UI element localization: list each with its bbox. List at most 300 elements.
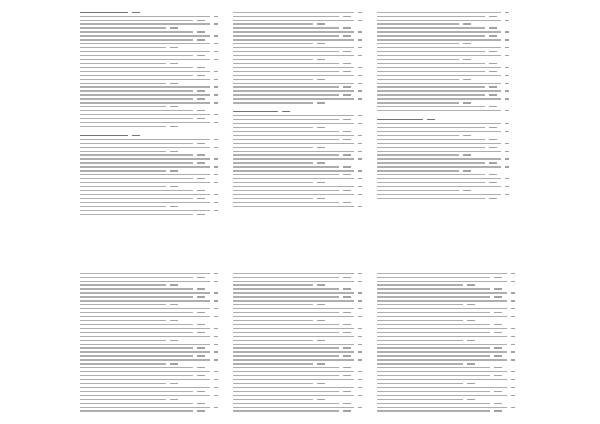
index-entry-line [80,213,218,216]
page-number-placeholder [358,379,362,380]
index-entry-line [377,351,515,354]
index-entry-line [377,339,515,342]
entry-text-placeholder [377,166,501,167]
page-number-placeholder [505,158,509,159]
index-entry-line [80,370,218,373]
entry-text-placeholder [233,375,339,376]
index-column-bottom-middle [233,272,362,413]
page-number-placeholder [317,23,325,24]
page-number-placeholder [358,123,362,124]
entry-text-placeholder [80,288,193,289]
page-number-placeholder [358,292,362,293]
index-entry-line [377,70,509,73]
page-number-placeholder [214,139,218,140]
index-entry-line [233,78,362,81]
index-entry-line [377,292,515,295]
index-entry-line [377,39,509,42]
entry-text-placeholder [377,47,501,48]
page-number-placeholder [358,336,362,337]
page-number-placeholder [197,391,205,392]
entry-text-placeholder [377,170,459,171]
page-number-placeholder [214,292,218,293]
index-entry-line [233,150,362,153]
index-entry-line [233,280,362,283]
entry-text-placeholder [80,154,193,155]
index-entry-line [377,189,509,192]
page-number-placeholder [197,98,205,99]
index-entry-line [80,162,218,165]
page-number-placeholder [494,367,502,368]
index-entry-line [377,66,509,69]
page-number-placeholder [505,90,509,91]
page-number-placeholder [467,284,475,285]
entry-text-placeholder [80,114,210,115]
entry-text-placeholder [80,320,166,321]
entry-text-placeholder [377,367,490,368]
page-number-placeholder [214,308,218,309]
index-entry-line [80,386,218,389]
entry-text-placeholder [80,214,193,215]
entry-text-placeholder [233,170,354,171]
entry-text-placeholder [233,407,354,408]
index-entry-line [80,158,218,161]
entry-text-placeholder [80,194,210,195]
page-number-placeholder [511,316,515,317]
index-entry-line [80,319,218,322]
page-number-placeholder [317,59,325,60]
page-number-placeholder [505,186,509,187]
entry-text-placeholder [80,90,193,91]
index-entry-line [377,54,509,57]
entry-text-placeholder [377,391,490,392]
index-entry-line [233,315,362,318]
page-number-placeholder [343,63,351,64]
entry-text-placeholder [377,316,507,317]
page-number-placeholder [170,186,178,187]
entry-text-placeholder [233,151,354,152]
page-number-placeholder [358,371,362,372]
page-number-placeholder [317,162,325,163]
index-entry-line [377,181,509,184]
page-number-placeholder [317,147,325,148]
page-number-placeholder [358,344,362,345]
index-entry-line [377,390,515,393]
page-number-placeholder [343,174,351,175]
page-number-placeholder [358,143,362,144]
index-entry-line [233,351,362,354]
page-number-placeholder [343,355,351,356]
page-number-placeholder [214,336,218,337]
entry-text-placeholder [233,51,339,52]
index-entry-line [233,292,362,295]
index-entry-line [80,121,218,124]
entry-text-placeholder [233,174,339,175]
entry-text-placeholder [233,131,339,132]
page-number-placeholder [132,135,140,136]
entry-text-placeholder [80,118,193,119]
page-number-placeholder [170,170,178,171]
entry-text-placeholder [80,277,193,278]
page-number-placeholder [170,363,178,364]
entry-text-placeholder [233,23,313,24]
index-entry-line [377,394,515,397]
page-number-placeholder [197,190,205,191]
index-entry-line [80,288,218,291]
index-entry-line [80,367,218,370]
entry-text-placeholder [233,206,354,207]
entry-text-placeholder [377,35,485,36]
page-number-placeholder [197,39,205,40]
index-entry-line [377,78,509,81]
page-number-placeholder [214,71,218,72]
entry-text-placeholder [233,379,354,380]
index-entry-line [80,378,218,381]
entry-text-placeholder [233,351,354,352]
page-number-placeholder [511,273,515,274]
page-number-placeholder [214,273,218,274]
entry-text-placeholder [233,383,313,384]
index-entry-line [377,142,509,145]
entry-text-placeholder [80,75,193,76]
entry-text-placeholder [377,332,490,333]
entry-text-placeholder [377,300,507,301]
entry-text-placeholder [377,75,501,76]
page-number-placeholder [214,94,218,95]
page-number-placeholder [343,154,351,155]
index-entry-line [377,154,509,157]
entry-text-placeholder [233,363,313,364]
page-number-placeholder [343,332,351,333]
entry-text-placeholder [377,277,490,278]
page-number-placeholder [214,23,218,24]
page-number-placeholder [317,102,325,103]
index-entry-line [377,406,515,409]
entry-text-placeholder [80,126,166,127]
index-column-top-right [377,11,509,226]
index-entry-line [80,355,218,358]
page-number-placeholder [511,281,515,282]
entry-text-placeholder [80,292,210,293]
entry-text-placeholder [80,63,166,64]
index-entry-line [233,288,362,291]
index-entry-line [377,62,509,65]
entry-text-placeholder [377,403,490,404]
index-column-bottom-right [377,272,515,413]
page-number-placeholder [489,27,497,28]
entry-text-placeholder [233,119,339,120]
index-entry-line [80,300,218,303]
index-entry-line [233,331,362,334]
entry-text-placeholder [80,328,210,329]
entry-text-placeholder [80,344,210,345]
page-number-placeholder [197,296,205,297]
index-entry-line [80,78,218,81]
entry-text-placeholder [80,170,166,171]
entry-text-placeholder [377,123,501,124]
entry-text-placeholder [233,55,354,56]
page-number-placeholder [132,12,140,13]
index-entry-line [80,138,218,141]
index-entry-line [80,62,218,65]
index-entry-line [80,284,218,287]
entry-text-placeholder [377,410,490,411]
entry-text-placeholder [233,115,354,116]
index-entry-line [233,23,362,26]
entry-text-placeholder [233,75,354,76]
index-entry-line [377,363,515,366]
section-heading-line [377,118,509,121]
page-number-placeholder [197,277,205,278]
entry-text-placeholder [80,151,166,152]
entry-text-placeholder [377,151,501,152]
entry-text-placeholder [233,399,313,400]
page-number-placeholder [489,51,497,52]
index-entry-line [377,98,509,101]
entry-text-placeholder [233,344,354,345]
index-entry-line [233,70,362,73]
entry-text-placeholder [377,79,459,80]
entry-text-placeholder [233,94,339,95]
page-number-placeholder [317,79,325,80]
entry-text-placeholder [80,332,193,333]
index-entry-line [80,209,218,212]
page-number-placeholder [197,162,205,163]
index-entry-line [233,189,362,192]
index-entry-line [80,90,218,93]
page-number-placeholder [358,316,362,317]
page-number-placeholder [197,110,205,111]
page-number-placeholder [358,90,362,91]
index-entry-line [80,201,218,204]
page-number-placeholder [343,35,351,36]
entry-text-placeholder [80,16,210,17]
index-entry-line [377,398,515,401]
index-entry-line [80,27,218,30]
entry-text-placeholder [377,154,459,155]
index-entry-line [377,319,515,322]
page-number-placeholder [463,170,471,171]
page-number-placeholder [317,363,325,364]
index-entry-line [80,23,218,26]
index-entry-line [80,363,218,366]
entry-text-placeholder [377,162,485,163]
entry-text-placeholder [233,16,339,17]
index-entry-line [233,142,362,145]
index-entry-line [80,74,218,77]
entry-text-placeholder [80,351,210,352]
index-entry-line [377,158,509,161]
entry-text-placeholder [377,296,490,297]
entry-text-placeholder [80,98,193,99]
index-entry-line [377,367,515,370]
index-entry-line [80,347,218,350]
entry-text-placeholder [80,139,210,140]
index-entry-line [233,122,362,125]
index-entry-line [377,130,509,133]
page-number-placeholder [358,359,362,360]
index-entry-line [233,39,362,42]
page-number-placeholder [197,355,205,356]
page-number-placeholder [494,375,502,376]
page-number-placeholder [214,166,218,167]
entry-text-placeholder [233,288,339,289]
page-number-placeholder [511,371,515,372]
index-entry-line [233,94,362,97]
page-number-placeholder [505,12,509,13]
index-entry-line [233,126,362,129]
page-number-placeholder [358,281,362,282]
page-number-placeholder [197,324,205,325]
page-number-placeholder [343,375,351,376]
entry-text-placeholder [377,20,501,21]
entry-text-placeholder [233,347,339,348]
index-entry-line [233,307,362,310]
index-entry-line [80,327,218,330]
index-entry-line [233,410,362,413]
entry-text-placeholder [377,147,485,148]
page-number-placeholder [343,51,351,52]
index-entry-line [80,109,218,112]
page-number-placeholder [467,399,475,400]
page-number-placeholder [214,86,218,87]
entry-text-placeholder [80,20,193,21]
index-entry-line [233,11,362,14]
page-number-placeholder [358,407,362,408]
entry-text-placeholder [377,67,501,68]
entry-text-placeholder [377,63,485,64]
page-number-placeholder [343,324,351,325]
entry-text-placeholder [80,106,166,107]
entry-text-placeholder [377,395,507,396]
page-number-placeholder [214,202,218,203]
page-number-placeholder [197,403,205,404]
index-entry-line [377,386,515,389]
entry-text-placeholder [233,139,339,140]
index-entry-line [80,311,218,314]
entry-text-placeholder [80,399,166,400]
entry-text-placeholder [80,110,193,111]
entry-text-placeholder [377,355,490,356]
index-entry-line [377,327,515,330]
index-entry-line [80,66,218,69]
index-entry-line [80,339,218,342]
index-entry-line [80,98,218,101]
index-entry-line [377,382,515,385]
page-number-placeholder [214,379,218,380]
index-entry-line [377,311,515,314]
page-number-placeholder [358,206,362,207]
page-number-placeholder [317,399,325,400]
page-number-placeholder [511,300,515,301]
entry-text-placeholder [377,90,501,91]
page-number-placeholder [463,190,471,191]
entry-text-placeholder [233,324,339,325]
index-entry-line [377,323,515,326]
index-entry-line [80,323,218,326]
page-number-placeholder [358,395,362,396]
page-number-placeholder [197,312,205,313]
entry-text-placeholder [80,367,193,368]
entry-text-placeholder [377,43,459,44]
page-number-placeholder [343,16,351,17]
index-entry-line [233,311,362,314]
entry-text-placeholder [233,336,354,337]
entry-text-placeholder [233,304,313,305]
index-entry-line [233,363,362,366]
entry-text-placeholder [80,395,210,396]
page-number-placeholder [170,383,178,384]
index-entry-line [233,193,362,196]
page-number-placeholder [358,308,362,309]
index-entry-line [233,382,362,385]
entry-text-placeholder [233,202,339,203]
page-number-placeholder [505,20,509,21]
entry-text-placeholder [80,383,166,384]
entry-text-placeholder [233,332,339,333]
entry-text-placeholder [377,359,507,360]
page-number-placeholder [489,106,497,107]
page-number-placeholder [358,158,362,159]
page-number-placeholder [489,35,497,36]
index-entry-line [80,94,218,97]
index-entry-line [80,70,218,73]
entry-text-placeholder [80,403,193,404]
index-entry-line [80,394,218,397]
index-entry-line [233,327,362,330]
entry-text-placeholder [80,375,193,376]
page-number-placeholder [427,119,435,120]
index-entry-line [80,296,218,299]
index-entry-line [377,331,515,334]
index-entry-line [233,27,362,30]
page-number-placeholder [214,395,218,396]
entry-text-placeholder [377,174,485,175]
index-entry-line [80,150,218,153]
entry-text-placeholder [377,320,463,321]
index-entry-line [233,177,362,180]
entry-text-placeholder [233,98,354,99]
page-number-placeholder [317,198,325,199]
entry-text-placeholder [80,202,210,203]
entry-text-placeholder [233,194,354,195]
page-number-placeholder [358,178,362,179]
page-number-placeholder [197,67,205,68]
entry-text-placeholder [80,304,166,305]
page-number-placeholder [489,182,497,183]
entry-text-placeholder [377,12,501,13]
page-number-placeholder [170,304,178,305]
page-number-placeholder [214,174,218,175]
index-entry-line [233,130,362,133]
index-entry-line [233,319,362,322]
index-entry-line [377,170,509,173]
page-number-placeholder [511,395,515,396]
page-number-placeholder [463,154,471,155]
entry-text-placeholder [80,83,166,84]
entry-text-placeholder [233,158,354,159]
index-entry-line [233,390,362,393]
entry-text-placeholder [377,139,485,140]
index-entry-line [377,23,509,26]
entry-text-placeholder [377,27,485,28]
index-column-top-middle [233,11,362,238]
entry-text-placeholder [80,35,210,36]
page-number-placeholder [494,332,502,333]
entry-text-placeholder [80,27,166,28]
entry-text-placeholder [80,316,210,317]
index-entry-line [233,394,362,397]
index-entry-line [377,74,509,77]
